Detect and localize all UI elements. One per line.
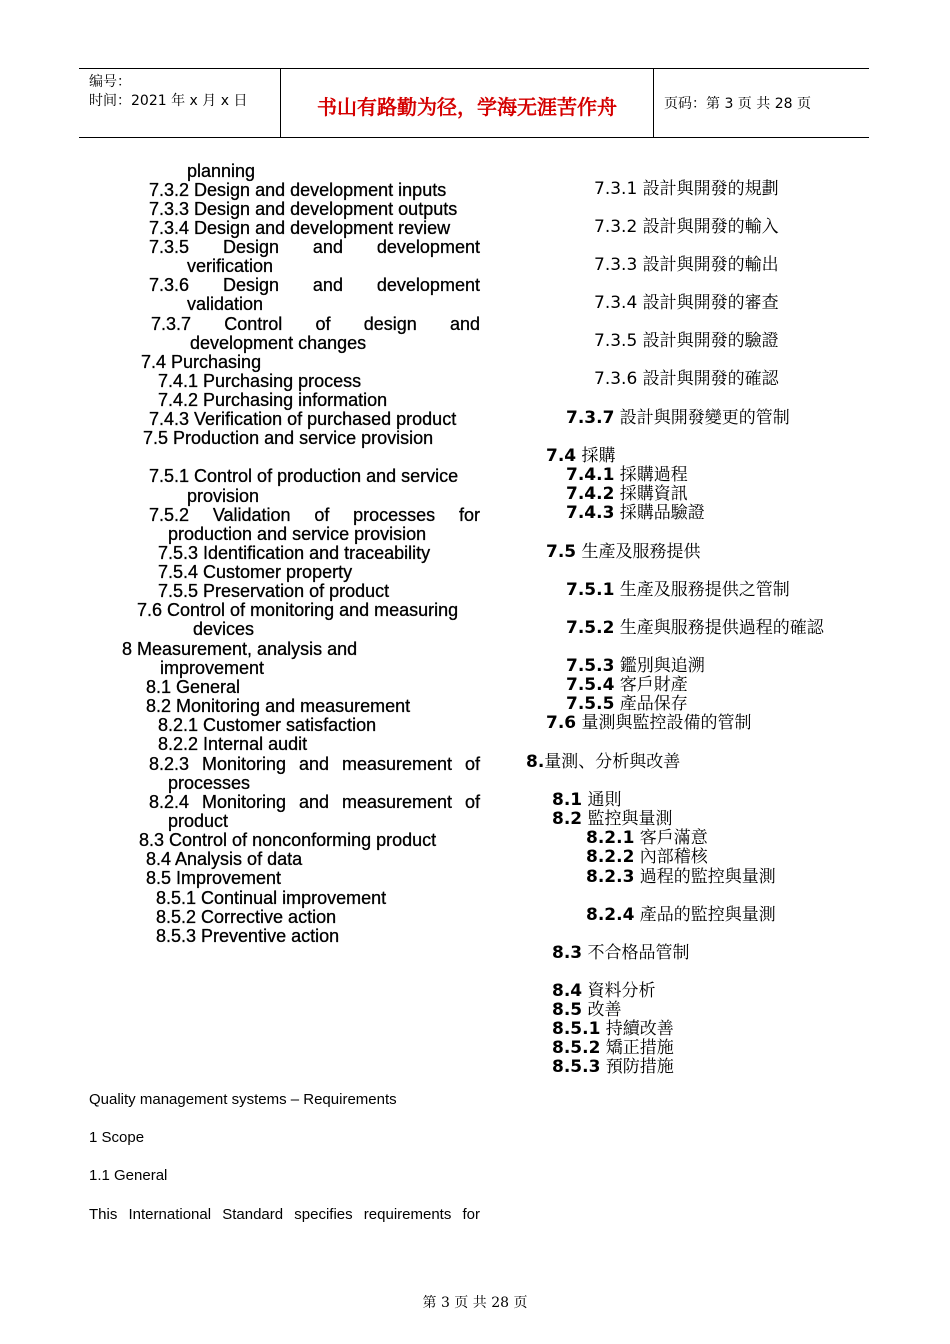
toc-line: 7.5 生產及服務提供 [546,542,701,562]
toc-line: 7.3.3 Design and development outputs [149,199,458,219]
toc-line: 8.2.2 內部稽核 [586,847,708,867]
toc-line: 8.2.3 Monitoring and measurement of [149,754,480,774]
section-heading-scope: 1 Scope [89,1129,145,1146]
toc-line: 8 Measurement, analysis and [122,639,358,659]
toc-line: 7.3.4 Design and development review [149,218,451,238]
toc-line: 7.5.5 Preservation of product [158,581,390,601]
page-footer: 第 3 页 共 28 页 [422,1295,528,1311]
toc-line: 7.4.2 採購資訊 [566,484,688,504]
toc-line: 8.4 Analysis of data [146,849,303,869]
toc-line: improvement [160,658,265,678]
toc-line: 8.量測、分析與改善 [526,752,681,772]
toc-line: 8.5.3 Preventive action [156,926,340,946]
toc-line: 8.5.1 持續改善 [552,1019,674,1039]
toc-line: 8.5.3 預防措施 [552,1057,674,1077]
toc-line: 7.4.3 Verification of purchased product [149,409,457,429]
toc-line: 7.3.7 Control of design and [151,314,480,334]
toc-line: 7.3.6 Design and development [149,275,480,295]
document-header [79,68,869,138]
toc-line: 7.3.2 Design and development inputs [149,180,447,200]
page-number-label: 页码：第 3 页 共 28 页 [664,96,811,112]
section-title: Quality management systems – Requirements [89,1091,397,1108]
toc-line: 8.5 Improvement [146,868,282,888]
toc-line: 8.5.1 Continual improvement [156,888,387,908]
toc-line: development changes [190,333,367,353]
toc-line: 8.5 改善 [552,1000,622,1020]
toc-line: 7.5.3 Identification and traceability [158,543,431,563]
toc-line: 8.4 資料分析 [552,981,656,1001]
toc-line: 7.3.7 設計與開發變更的管制 [566,408,790,428]
toc-line: 7.4.1 採購過程 [566,465,688,485]
toc-line: 7.5.1 生產及服務提供之管制 [566,580,790,600]
toc-line: devices [193,619,255,639]
toc-line: validation [187,294,264,314]
toc-line: 8.2.4 產品的監控與量測 [586,905,776,925]
toc-line: 8.2 Monitoring and measurement [146,696,411,716]
toc-line: 7.5.4 Customer property [158,562,353,582]
toc-line: 7.3.5 設計與開發的驗證 [594,331,779,351]
toc-line: 8.1 通則 [552,790,622,810]
toc-line: 7.3.2 設計與開發的輸入 [594,217,779,237]
toc-line: 8.2.4 Monitoring and measurement of [149,792,480,812]
toc-line: 7.3.3 設計與開發的輸出 [594,255,779,275]
header-motto-cell [281,69,654,137]
toc-line: 7.4.3 採購品驗證 [566,503,705,523]
toc-line: processes [168,773,251,793]
toc-line: 7.3.5 Design and development [149,237,480,257]
doc-number-label: 编号： [89,74,131,90]
toc-line: 7.5.3 鑑別與追溯 [566,656,705,676]
toc-line: 8.3 Control of nonconforming product [139,830,437,850]
toc-line: 7.3.6 設計與開發的確認 [594,369,779,389]
toc-line: 8.2.3 過程的監控與量測 [586,867,776,887]
toc-line: 8.2.1 Customer satisfaction [158,715,377,735]
toc-line: planning [187,161,256,181]
toc-line: 8.2.1 客戶滿意 [586,828,708,848]
toc-line: 8.2.2 Internal audit [158,734,308,754]
body-paragraph: This International Standard specifies requirements for [89,1206,480,1223]
toc-line: verification [187,256,274,276]
toc-line: production and service provision [168,524,427,544]
toc-line: 7.5.2 Validation of processes for [149,505,480,525]
toc-line: 8.2 監控與量測 [552,809,673,829]
toc-line: 8.5.2 Corrective action [156,907,337,927]
toc-line: 7.4 採購 [546,446,616,466]
toc-line: 7.4.1 Purchasing process [158,371,362,391]
toc-line: 7.5.2 生產與服務提供過程的確認 [566,618,824,638]
header-page-cell [654,69,869,137]
toc-line: product [168,811,229,831]
toc-line: 7.5.1 Control of production and service [149,466,459,486]
toc-line: 7.3.1 設計與開發的規劃 [594,179,779,199]
motto-text: 书山有路勤为径，学海无涯苦作舟 [317,95,617,119]
toc-line: 7.4.2 Purchasing information [158,390,388,410]
toc-line: 8.5.2 矯正措施 [552,1038,674,1058]
toc-line: 7.6 Control of monitoring and measuring [137,600,459,620]
toc-line: 7.3.4 設計與開發的審查 [594,293,779,313]
toc-line: 8.3 不合格品管制 [552,943,690,963]
header-info-cell [79,69,281,137]
section-heading-general: 1.1 General [89,1167,168,1184]
toc-line: 8.1 General [146,677,241,697]
toc-line: 7.5 Production and service provision [143,428,434,448]
toc-line: 7.5.4 客戶財產 [566,675,688,695]
toc-line: 7.6 量測與監控設備的管制 [546,713,752,733]
toc-line: 7.5.5 產品保存 [566,694,688,714]
toc-line: 7.4 Purchasing [141,352,262,372]
toc-line: provision [187,486,260,506]
date-label: 时间：2021 年 x 月 x 日 [89,93,248,109]
